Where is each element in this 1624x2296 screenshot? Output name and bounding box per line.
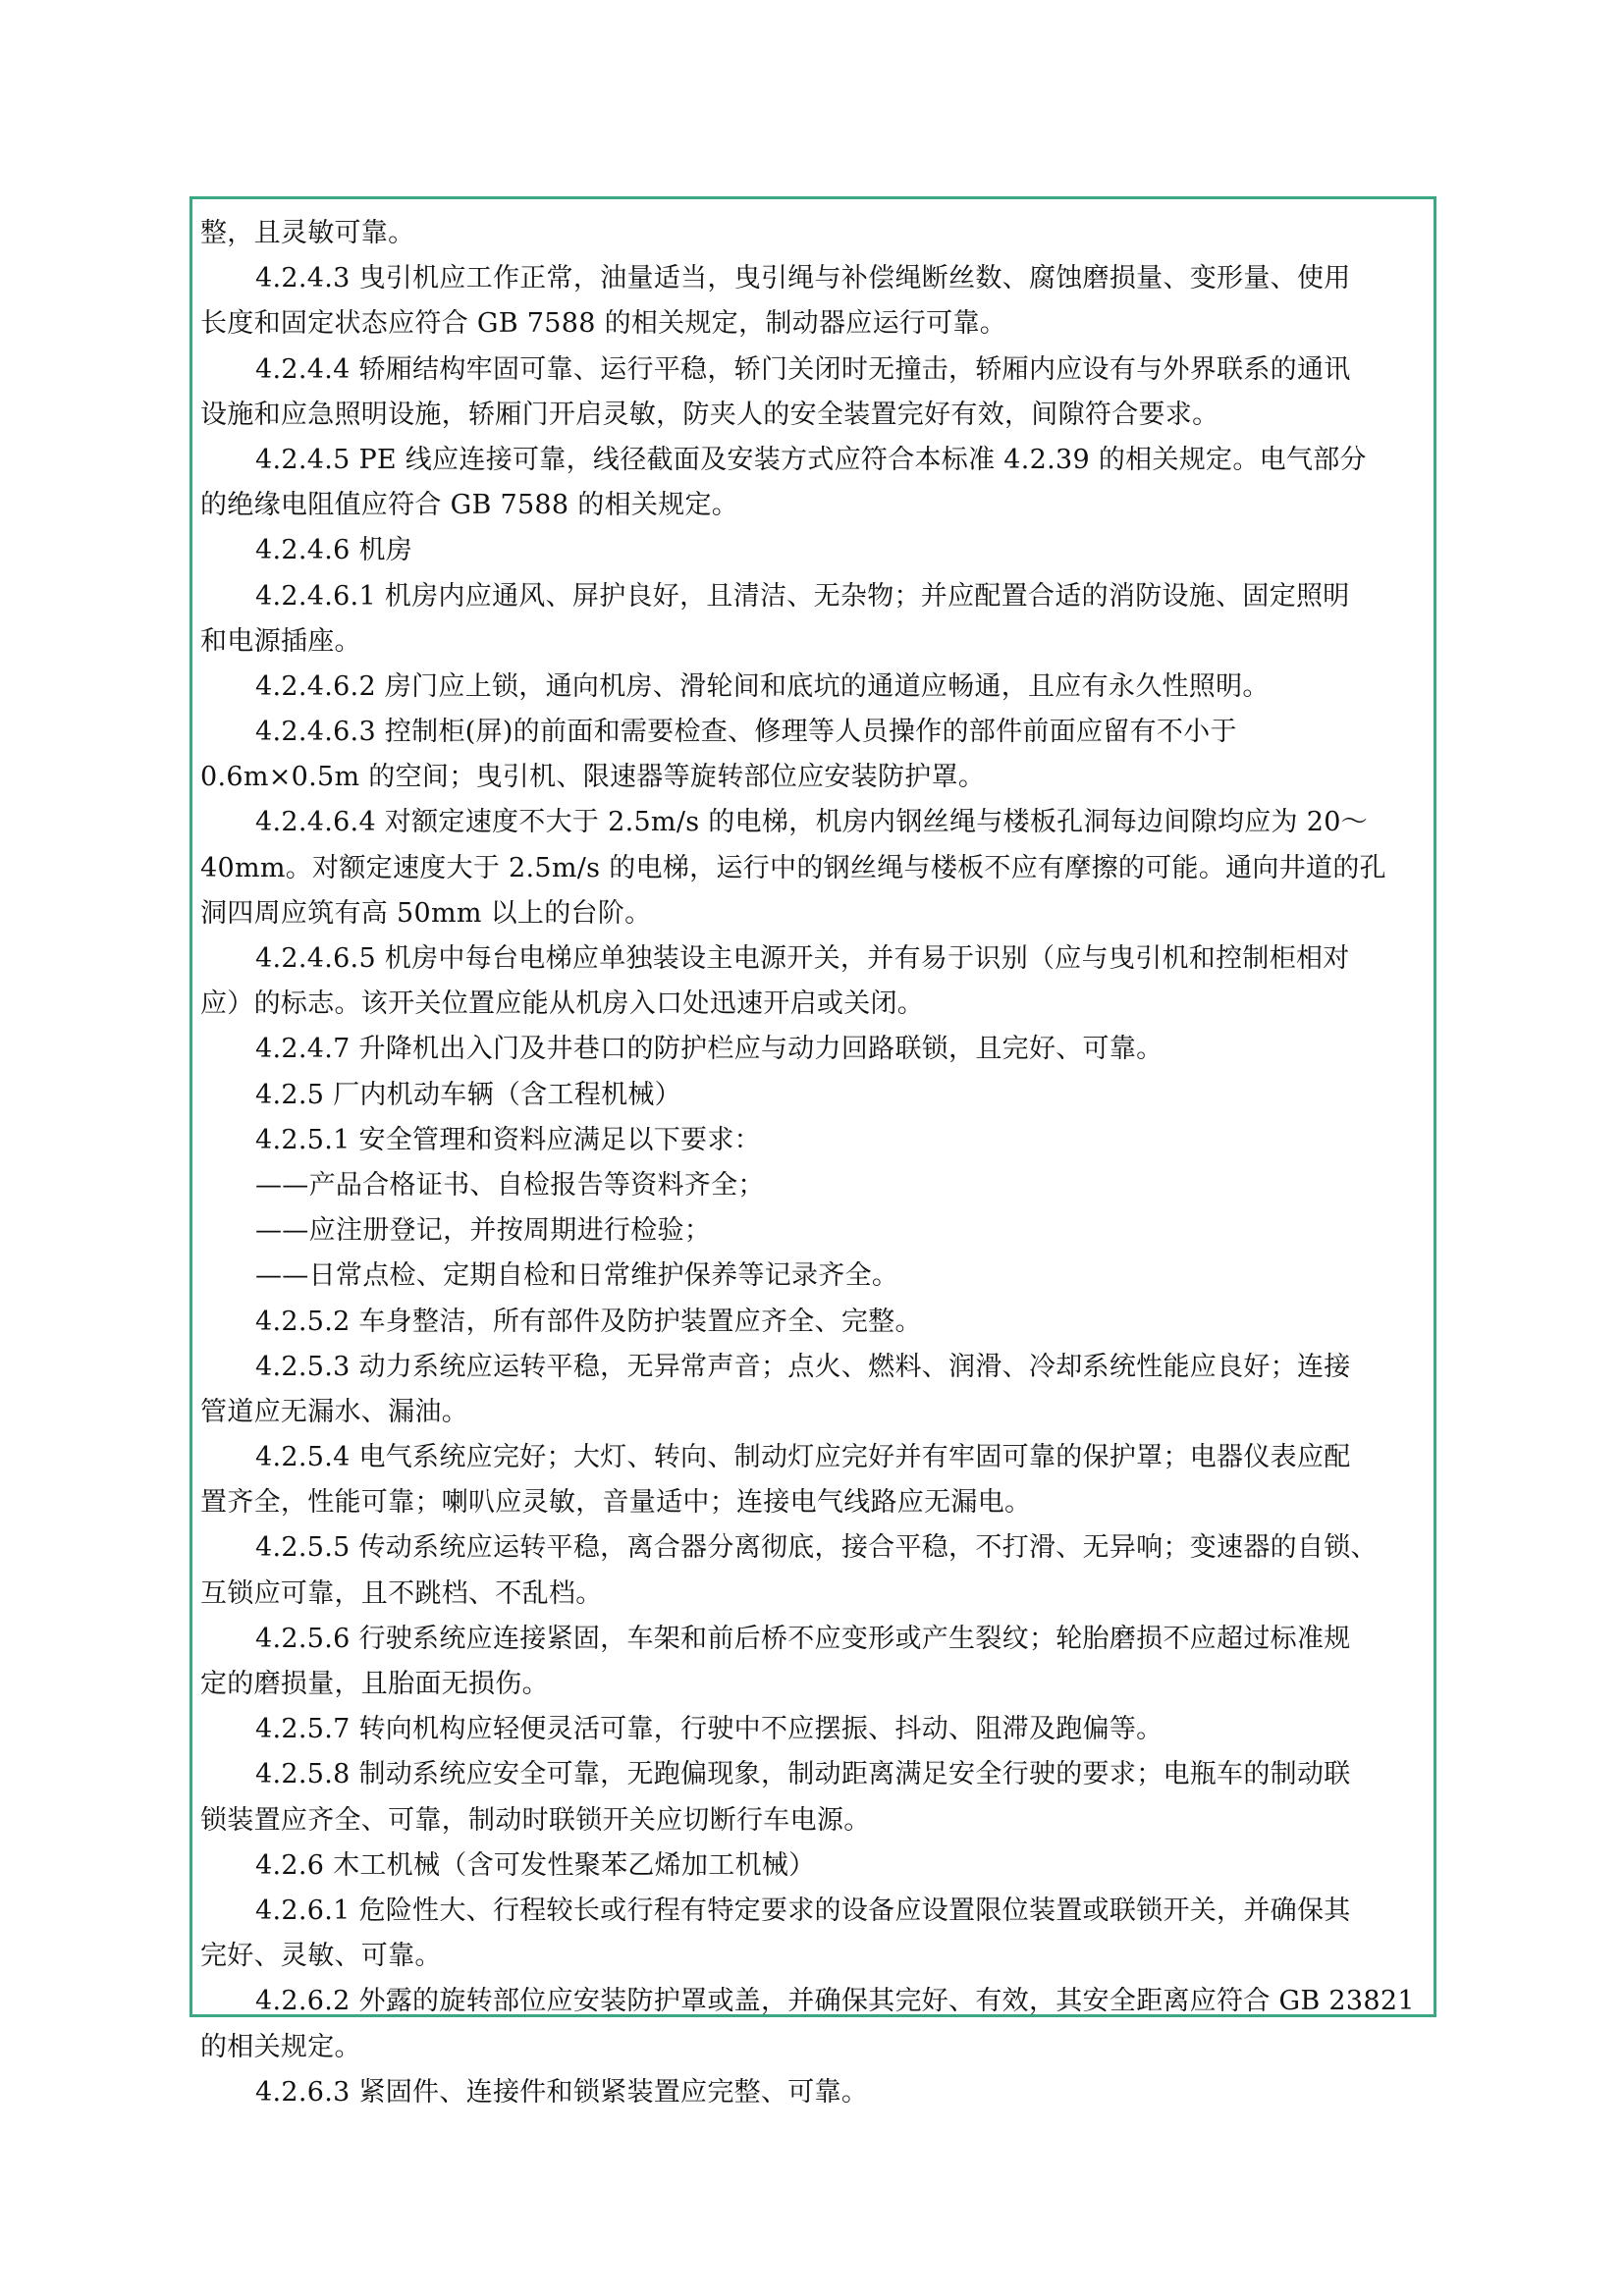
paragraph-line: 4.2.5.2 车身整洁，所有部件及防护装置应齐全、完整。 xyxy=(255,1306,922,1337)
continuation-line: 应）的标志。该开关位置应能从机房入口处迅速开启或关闭。 xyxy=(200,988,925,1020)
paragraph-line: 4.2.4.6.5 机房中每台电梯应单独装设主电源开关，并有易于识别（应与曳引机和控制柜相对 xyxy=(255,943,1350,974)
document-body xyxy=(200,211,1432,2115)
paragraph-line: 4.2.4.7 升降机出入门及井巷口的防护栏应与动力回路联锁，且完好、可靠。 xyxy=(255,1034,1164,1065)
paragraph-line: 4.2.6.3 紧固件、连接件和锁紧装置应完整、可靠。 xyxy=(255,2076,869,2108)
paragraph-line: 4.2.5.4 电气系统应完好；大灯、转向、制动灯应完好并有牢固可靠的保护罩；电器仪表应配 xyxy=(255,1442,1351,1473)
paragraph-line: 4.2.5.6 行驶系统应连接紧固，车架和前后桥不应变形或产生裂纹；轮胎磨损不应超过标准规 xyxy=(255,1623,1351,1654)
paragraph-line: ——应注册登记，并按周期进行检验； xyxy=(255,1215,712,1247)
paragraph-line: 4.2.4.6.1 机房内应通风、屏护良好，且清洁、无杂物；并应配置合适的消防设施、固定照明 xyxy=(255,580,1350,612)
paragraph-line: 4.2.6.1 危险性大、行程较长或行程有特定要求的设备应设置限位装置或联锁开关，并确保其 xyxy=(255,1895,1351,1926)
continuation-line: 互锁应可靠，且不跳档、不乱档。 xyxy=(200,1577,603,1609)
paragraph-line: 4.2.4.4 轿厢结构牢固可靠、运行平稳，轿门关闭时无撞击，轿厢内应设有与外界联系的通讯 xyxy=(255,353,1351,385)
paragraph-line: 4.2.4.6.2 房门应上锁，通向机房、滑轮间和底坑的通道应畅通，且应有永久性照明。 xyxy=(255,670,1270,702)
continuation-line: 锁装置应齐全、可靠，制动时联锁开关应切断行车电源。 xyxy=(200,1804,871,1836)
paragraph-line: 4.2.5.8 制动系统应安全可靠，无跑偏现象，制动距离满足安全行驶的要求；电瓶车的制动联 xyxy=(255,1759,1351,1790)
continuation-line: 洞四周应筑有高 50mm 以上的台阶。 xyxy=(200,897,652,929)
paragraph-line: 4.2.6.2 外露的旋转部位应安装防护罩或盖，并确保其完好、有效，其安全距离应符合 GB 23821 xyxy=(255,1986,1415,2017)
continuation-line: 长度和固定状态应符合 GB 7588 的相关规定，制动器应运行可靠。 xyxy=(200,308,1007,340)
continuation-line: 和电源插座。 xyxy=(200,625,361,657)
continuation-line: 的绝缘电阻值应符合 GB 7588 的相关规定。 xyxy=(200,490,739,521)
continuation-line: 管道应无漏水、漏油。 xyxy=(200,1396,468,1427)
paragraph-line: 4.2.4.6.4 对额定速度不大于 2.5m/s 的电梯，机房内钢丝绳与楼板孔洞每边间隙均应为 20～ xyxy=(255,807,1368,838)
continuation-line: 0.6m×0.5m 的空间；曳引机、限速器等旋转部位应安装防护罩。 xyxy=(200,762,986,793)
paragraph-line: 4.2.5 厂内机动车辆（含工程机械） xyxy=(255,1079,681,1110)
continuation-line: 设施和应急照明设施，轿厢门开启灵敏，防夹人的安全装置完好有效，间隙符合要求。 xyxy=(200,399,1219,430)
paragraph-line: 4.2.5.3 动力系统应运转平稳，无异常声音；点火、燃料、润滑、冷却系统性能应良好；连接 xyxy=(255,1351,1351,1382)
paragraph-line: 4.2.6 木工机械（含可发性聚苯乙烯加工机械） xyxy=(255,1849,816,1881)
paragraph-line: 4.2.4.3 曳引机应工作正常，油量适当，曳引绳与补偿绳断丝数、腐蚀磨损量、变形量、使用 xyxy=(255,263,1351,294)
continuation-line: 的相关规定。 xyxy=(200,2031,361,2062)
content-frame xyxy=(189,196,1436,2108)
continuation-line: 置齐全，性能可靠；喇叭应灵敏，音量适中；连接电气线路应无漏电。 xyxy=(200,1487,1032,1519)
continuation-line: 40mm。对额定速度大于 2.5m/s 的电梯，运行中的钢丝绳与楼板不应有摩擦的可能。通向井道的孔 xyxy=(200,852,1386,883)
paragraph-line: 4.2.5.7 转向机构应轻便灵活可靠，行驶中不应摆振、抖动、阻滞及跑偏等。 xyxy=(255,1714,1164,1745)
paragraph-line: 4.2.5.1 安全管理和资料应满足以下要求： xyxy=(255,1124,761,1155)
paragraph-line: 4.2.4.6 机房 xyxy=(255,535,413,566)
paragraph-line: ——产品合格证书、自检报告等资料齐全； xyxy=(255,1169,765,1201)
paragraph-line: 4.2.4.6.3 控制柜(屏)的前面和需要检查、修理等人员操作的部件前面应留有不小于 xyxy=(255,717,1237,748)
paragraph-line: 4.2.5.5 传动系统应运转平稳，离合器分离彻底，接合平稳，不打滑、无异响；变速器的自锁、 xyxy=(255,1532,1378,1564)
continuation-line: 整，且灵敏可靠。 xyxy=(200,218,415,248)
continuation-line: 定的磨损量，且胎面无损伤。 xyxy=(200,1669,549,1699)
continuation-line: 完好、灵敏、可靠。 xyxy=(200,1941,442,1972)
paragraph-line: ——日常点检、定期自检和日常维护保养等记录齐全。 xyxy=(255,1260,899,1292)
paragraph-line: 4.2.4.5 PE 线应连接可靠，线径截面及安装方式应符合本标准 4.2.39 的相关规定。电气部分 xyxy=(255,444,1367,475)
